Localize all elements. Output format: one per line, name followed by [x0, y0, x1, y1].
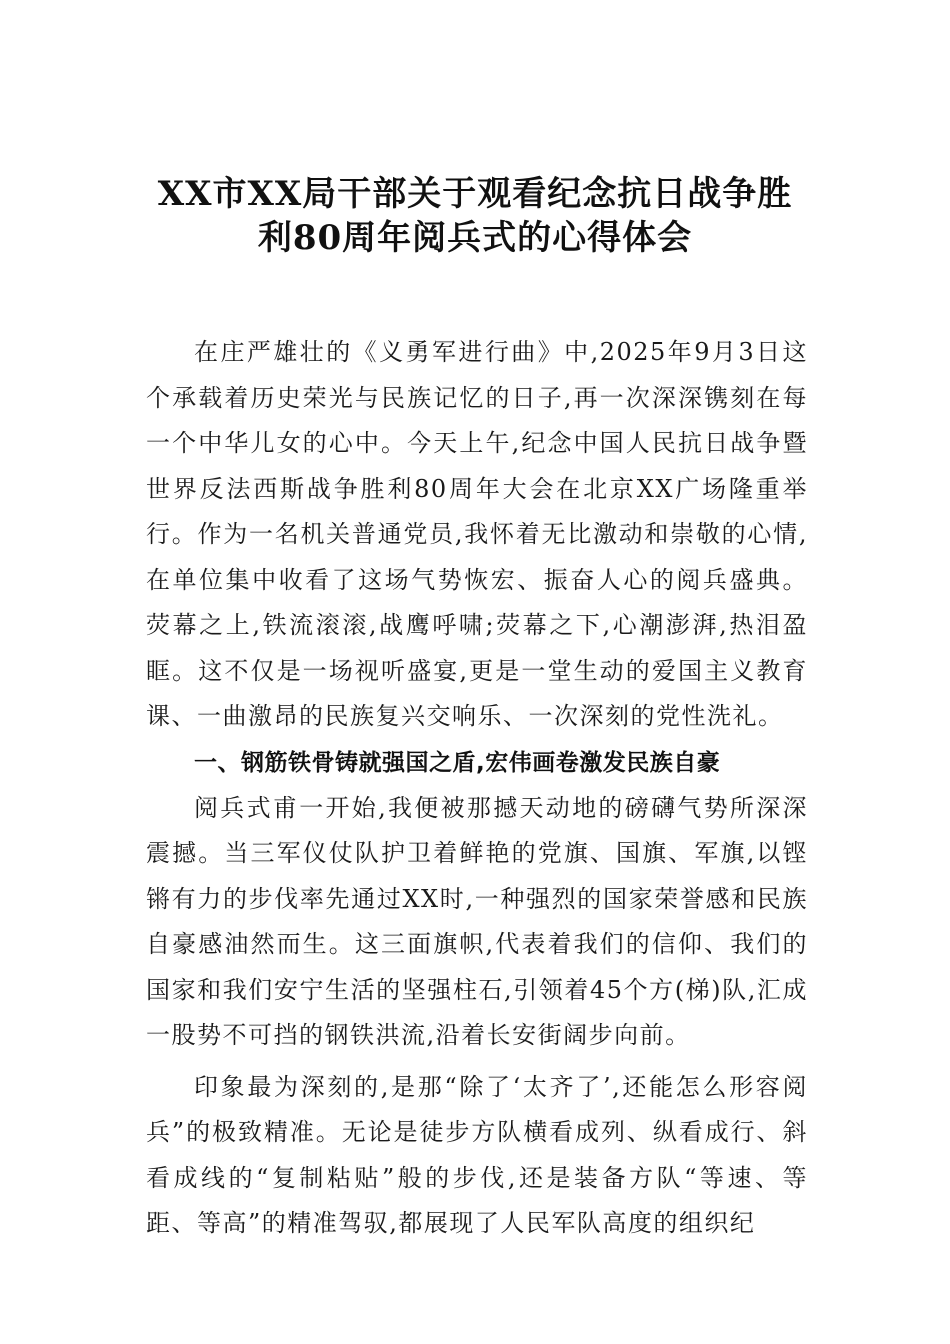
- document-title-line-1: XX市XX局干部关于观看纪念抗日战争胜: [157, 174, 793, 214]
- document-body: [146, 330, 808, 1247]
- body-paragraph-intro: 在庄严雄壮的《义勇军进行曲》中,2025年9月3日这个承载着历史荣光与民族记忆的日子,再一次深深镌刻在每一个中华儿女的心中。今天上午,纪念中国人民抗日战争暨世界反法西斯战争胜利80周年大会在北京XX广场隆重举行。作为一名机关普通党员,我怀着无比激动和崇敬的心情,在单位集中收看了这场气势恢宏、振奋人心的阅兵盛典。荧幕之上,铁流滚滚,战鹰呼啸;荧幕之下,心潮澎湃,热泪盈眶。这不仅是一场视听盛宴,更是一堂生动的爱国主义教育课、一曲激昂的民族复兴交响乐、一次深刻的党性洗礼。: [146, 338, 808, 730]
- document-title-line-2: 利80周年阅兵式的心得体会: [257, 218, 693, 258]
- body-paragraph-2: 阅兵式甫一开始,我便被那撼天动地的磅礴气势所深深震撼。当三军仪仗队护卫着鲜艳的党旗、国旗、军旗,以铿锵有力的步伐率先通过XX时,一种强烈的国家荣誉感和民族自豪感油然而生。这三面旗帜,代表着我们的信仰、我们的国家和我们安宁生活的坚强柱石,引领着45个方(梯)队,汇成一股势不可挡的钢铁洪流,沿着长安街阔步向前。: [146, 793, 808, 1049]
- body-paragraph-3: 印象最为深刻的,是那“除了‘太齐了’,还能怎么形容阅兵”的极致精准。无论是徒步方队横看成列、纵看成行、斜看成线的“复制粘贴”般的步伐,还是装备方队“等速、等距、等高”的精准驾驭,都展现了人民军队高度的组织纪: [146, 1072, 808, 1237]
- section-heading-1: 一、钢筋铁骨铸就强国之盾,宏伟画卷激发民族自豪: [194, 749, 721, 776]
